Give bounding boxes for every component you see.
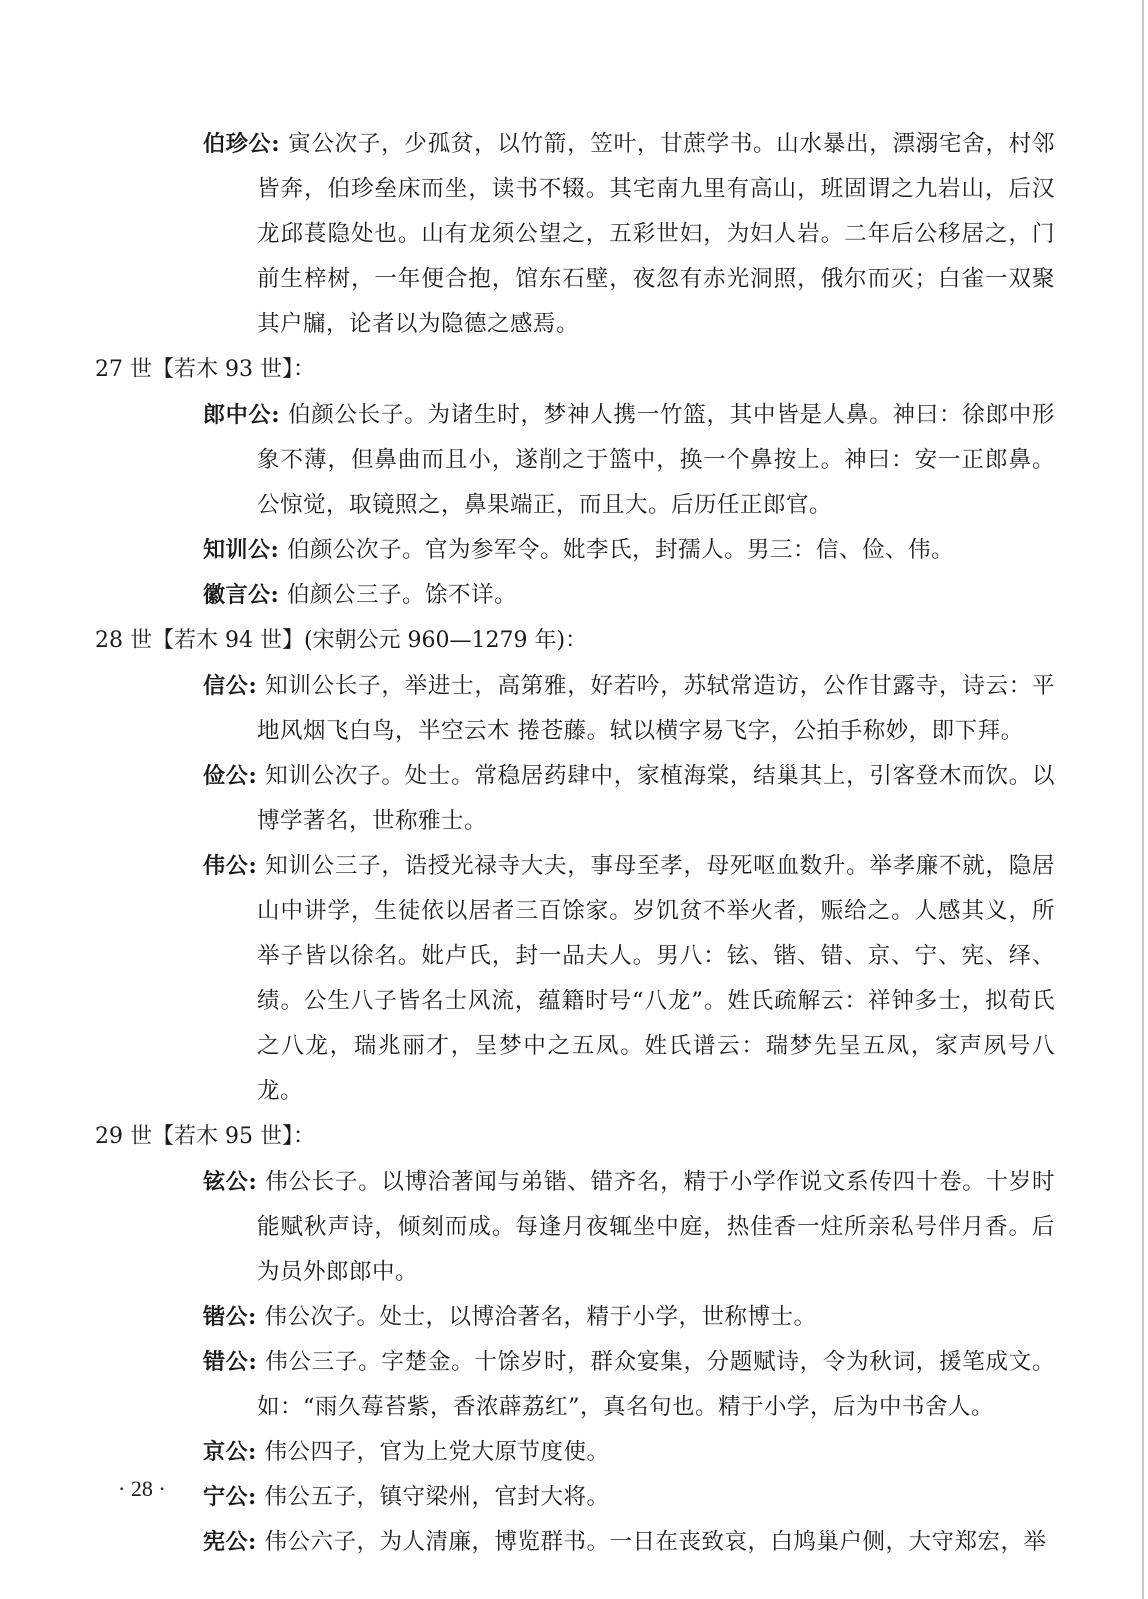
entry-colon: :: [248, 673, 258, 699]
entry-label: 信公: [203, 674, 249, 699]
entry-xin: [203, 664, 1055, 754]
page-number: · 28 ·: [118, 1476, 166, 1501]
entry-label: 铉公: [203, 1170, 249, 1195]
entry-label: 伟公: [203, 854, 249, 879]
entry-label: 郎中公: [203, 403, 272, 428]
entry-label: 宁公: [203, 1485, 249, 1510]
entry-label: 锴公: [203, 1305, 249, 1330]
generation-heading-28: 28 世【若木 94 世】(宋朝公元 960—1279 年)：: [95, 628, 588, 653]
entry-colon: :: [248, 1439, 257, 1465]
entry-zhixun: [203, 528, 1055, 573]
entry-colon: :: [248, 1349, 258, 1375]
entry-text: 伟公三子。字楚金。十馀岁时，群众宴集，分题赋诗，令为秋词，援笔成文。如：“雨久莓苔紫，香浓薜荔红”，真名句也。精于小学，后为中书舍人。: [257, 1349, 1055, 1420]
entry-text: 知训公三子，诰授光禄寺大夫，事母至孝，母死呕血数升。举孝廉不就，隐居山中讲学，生徒依以居者三百馀家。岁饥贫不举火者，赈给之。人感其义，所举子皆以徐名。妣卢氏，封一品夫人。男八：铉、锴、错、京、宁、宪、绎、绩。公生八子皆名士风流，蕴籍时号“八龙”。姓氏疏解云：祥钟多士，拟荀氏之八龙，瑞兆丽才，呈梦中之五凤。姓氏谱云：瑞梦先呈五凤，家声夙号八龙。: [257, 853, 1055, 1104]
entry-xian: [203, 1520, 1055, 1565]
entry-jing: [203, 1430, 1055, 1475]
entry-ning: [203, 1475, 1055, 1520]
entry-text: 伟公五子，镇守梁州，官封大将。: [264, 1484, 610, 1510]
entry-colon: :: [271, 402, 281, 428]
entry-label: 俭公: [203, 764, 249, 789]
entry-text: 伟公长子。以博洽著闻与弟锴、错齐名，精于小学作说文系传四十卷。十岁时能赋秋声诗，倾刻而成。每逢月夜辄坐中庭，热佳香一炷所亲私号伴月香。后为员外郎郎中。: [257, 1169, 1055, 1285]
generation-heading-29: 29 世【若木 95 世】：: [95, 1124, 315, 1149]
entry-label: 宪公: [203, 1530, 249, 1555]
entry-text: 伟公次子。处士，以博洽著名，精于小学，世称博士。: [264, 1304, 817, 1330]
entry-label: 错公: [203, 1350, 249, 1375]
entry-jian: [203, 754, 1055, 844]
entry-colon: :: [248, 1304, 257, 1330]
entry-colon: :: [248, 853, 258, 879]
entry-text: 伟公四子，官为上党大原节度使。: [264, 1439, 610, 1465]
entry-text: 伯颜公次子。官为参军令。妣李氏，封孺人。男三：信、俭、伟。: [286, 537, 954, 563]
entry-colon: :: [270, 537, 280, 563]
entry-label: 徽言公: [203, 583, 271, 608]
entry-text: 伯颜公三子。馀不详。: [286, 582, 517, 608]
entry-colon: :: [270, 582, 280, 608]
entry-kai: [203, 1295, 1055, 1340]
entry-text: 知训公次子。处士。常稳居药肆中，家植海棠，结巢其上，引客登木而饮。以博学著名，世称雅士。: [257, 763, 1055, 834]
entry-text: 寅公次子，少孤贫，以竹箭，笠叶，甘蔗学书。山水暴出，漂溺宅舍，村邻皆奔，伯珍垒床而坐，读书不辍。其宅南九里有高山，班固谓之九岩山，后汉龙邱萇隐处也。山有龙须公望之，五彩世妇，为妇人岩。二年后公移居之，门前生梓树，一年便合抱，馆东石壁，夜忽有赤光洞照，俄尔而灭；白雀一双聚其户牖，论者以为隐德之感焉。: [257, 131, 1055, 337]
entry-huiyan: [203, 573, 1055, 618]
entry-langzhong: [203, 393, 1055, 528]
entry-colon: :: [248, 763, 258, 789]
generation-heading-27: 27 世【若木 93 世】：: [95, 357, 315, 382]
entry-colon: :: [248, 1484, 257, 1510]
entry-wei: [203, 844, 1055, 1114]
page-edge-line: [1142, 0, 1144, 1599]
entry-colon: :: [271, 131, 281, 157]
entry-label: 京公: [203, 1440, 249, 1465]
entry-text: 知训公长子，举进士，高第雅，好若吟，苏轼常造访，公作甘露寺，诗云：平地风烟飞白鸟，半空云木 捲苍藤。轼以横字易飞字，公拍手称妙，即下拜。: [257, 673, 1055, 744]
entry-colon: :: [248, 1169, 258, 1195]
entry-xuan: [203, 1160, 1055, 1295]
entry-colon: :: [248, 1529, 257, 1555]
genealogy-text: [95, 122, 1055, 1565]
entry-text: 伯颜公长子。为诸生时，梦神人携一竹篮，其中皆是人鼻。神曰：徐郎中形象不薄，但鼻曲而且小，遂削之于篮中，换一个鼻按上。神曰：安一正郎鼻。公惊觉，取镜照之，鼻果端正，而且大。后历任正郎官。: [257, 402, 1055, 518]
entry-label: 知训公: [203, 538, 271, 563]
entry-cuo: [203, 1340, 1055, 1430]
entry-label: 伯珍公: [203, 132, 272, 157]
entry-bozhen: [203, 122, 1055, 347]
entry-text: 伟公六子，为人清廉，博览群书。一日在丧致哀，白鸠巢户侧，大守郑宏，举: [264, 1529, 1047, 1555]
